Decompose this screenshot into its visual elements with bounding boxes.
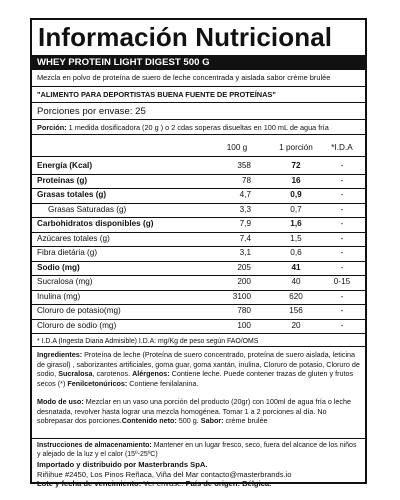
value-per-100g: 100	[237, 320, 251, 330]
value-ida: -	[340, 262, 344, 272]
divider	[32, 438, 365, 439]
table-row	[32, 321, 365, 333]
value-per-100g: 3,1	[239, 248, 251, 257]
portion-text: 1 medida dosificadora (20 g ) o 2 cdas soperas disueltas en 100 mL de agua fría	[66, 123, 329, 132]
table-row	[32, 263, 365, 275]
label-title: Información Nutricional	[38, 22, 333, 52]
nutrient-name: Azúcares totales (g)	[37, 233, 110, 243]
importer-address: Riñihue #2450, Los Pinos Reñaca, Viña del Mar contacto@masterbrands.io	[37, 469, 292, 479]
divider	[32, 134, 365, 135]
table-row	[32, 176, 365, 188]
lote-value: Ver envase.	[141, 479, 186, 489]
divider	[32, 246, 365, 247]
ingredients-label: Ingredientes:	[37, 350, 83, 359]
value-ida: -	[340, 175, 344, 185]
nutrient-name: Grasas totales (g)	[37, 190, 107, 199]
divider	[32, 188, 365, 189]
divider	[32, 203, 365, 204]
value-per-100g: 358	[237, 161, 251, 170]
nutrient-name: Cloruro de sodio (mg)	[37, 320, 117, 330]
table-row	[32, 248, 365, 260]
divider	[32, 86, 365, 87]
divider	[32, 217, 365, 218]
nutrient-name: Carbohidratos disponibles (g)	[37, 219, 154, 228]
value-per-portion: 1,6	[290, 219, 302, 228]
portion-label: Porción:	[37, 123, 67, 132]
net-content-value: 500 g.	[176, 416, 201, 426]
value-per-portion: 0,6	[290, 248, 302, 257]
value-ida: -	[340, 204, 344, 214]
value-per-portion: 620	[289, 291, 303, 301]
value-per-100g: 780	[237, 306, 251, 315]
value-ida: -	[340, 248, 344, 257]
storage-section	[37, 442, 361, 460]
value-per-portion: 40	[291, 277, 301, 286]
nutrient-name: Grasas Saturadas (g)	[48, 204, 127, 214]
value-per-100g: 7,4	[239, 233, 251, 243]
net-content-label: Contenido neto:	[121, 416, 177, 426]
nutrient-name: Sodio (mg)	[37, 262, 80, 272]
value-ida: -	[340, 291, 344, 301]
divider	[32, 261, 365, 262]
nutrient-name: Cloruro de potasio(mg)	[37, 306, 121, 315]
nutrient-name: Sucralosa (mg)	[37, 277, 93, 286]
storage-label: Instrucciones de almacenamiento:	[37, 442, 152, 449]
value-per-portion: 0,7	[290, 204, 302, 214]
divider	[32, 232, 365, 233]
importer-name: Importado y distribuido por Masterbrands SpA.	[37, 460, 208, 469]
product-name-bar: WHEY PROTEIN LIGHT DIGEST 500 G	[32, 55, 365, 70]
table-row	[32, 234, 365, 246]
divider	[32, 174, 365, 175]
nutrition-label	[30, 18, 367, 489]
value-ida: -	[340, 306, 344, 315]
portion-size	[37, 123, 329, 132]
value-per-100g: 205	[237, 262, 251, 272]
flavor-label: Sabor:	[200, 416, 224, 426]
divider	[32, 333, 365, 334]
ida-footnote: * I.D.A (Ingesta Diaria Admisible) I.D.A: mg/Kg de peso según FAO/OMS	[37, 338, 259, 345]
table-row	[32, 190, 365, 202]
value-per-100g: 3,3	[239, 204, 251, 214]
allergens-text: Contiene leche. Puede contener trazas de gluten y frutos secos (*)	[37, 369, 354, 388]
value-per-100g: 78	[241, 175, 251, 185]
divider	[32, 290, 365, 291]
divider	[32, 346, 365, 347]
divider	[32, 119, 365, 120]
product-description: Mezcla en polvo de proteína de suero de leche concentrada y aislada sabor crème brulée	[37, 73, 331, 82]
ingredients-text: Proteína de leche (Proteína de suero concentrado, proteína de suero aislada, leticina de girasol) , saborizantes artificiales, goma guar, goma xantán, inulina, Cloruro de potasio, Cloruro de sodio,	[37, 350, 360, 379]
value-per-100g: 3100	[232, 291, 251, 301]
value-per-portion: 156	[289, 306, 303, 315]
lote-label: Lote y fecha de vencimiento:	[37, 479, 142, 489]
ingredients-section	[37, 350, 361, 388]
phenylketonuric-label: Fenilcetonúricos:	[67, 378, 128, 388]
nutrient-name: Proteínas (g)	[37, 175, 88, 185]
storage-text: Mantener en un lugar fresco, seco, fuera del alcance de los niños y alejado de la luz y el calor (15º-25ºC)	[37, 442, 357, 458]
flavor-value: crème brulée	[223, 416, 268, 426]
servings-per-container: Porciones por envase: 25	[37, 106, 146, 117]
value-per-portion: 1,5	[290, 233, 302, 243]
table-row	[32, 306, 365, 318]
value-ida: -	[340, 161, 344, 170]
value-ida: -	[340, 233, 344, 243]
header-portion: 1 porción	[279, 143, 313, 152]
table-row	[32, 219, 365, 231]
value-per-portion: 16	[291, 175, 301, 185]
nutrient-name: Inulina (mg)	[37, 291, 81, 301]
nutrient-name: Fibra dietária (g)	[37, 248, 98, 257]
table-row	[32, 277, 365, 289]
divider	[32, 275, 365, 276]
value-per-100g: 200	[237, 277, 251, 286]
usage-label: Modo de uso:	[37, 397, 84, 406]
usage-text: Mezclar en un vaso una porción del producto (20gr) con 100ml de agua fría o leche desnatada, revolver hasta lograr una mezcla homogénea. Tomar 1 a 2 porciones al día. No sobrepasar dos porciones.	[37, 397, 352, 426]
divider	[32, 102, 365, 103]
allergens-label: Alérgenos:	[132, 369, 170, 379]
value-ida: 0-15	[333, 277, 351, 286]
value-per-portion: 20	[291, 320, 301, 330]
nutrient-name: Energía (Kcal)	[37, 161, 93, 170]
divider	[32, 319, 365, 320]
ingredients-sucralose: Sucralosa	[58, 369, 93, 379]
value-per-100g: 4,7	[239, 190, 251, 199]
value-ida: -	[340, 320, 344, 330]
divider	[32, 304, 365, 305]
table-row	[32, 161, 365, 173]
table-header-row	[32, 143, 365, 155]
product-claim: "ALIMENTO PARA DEPORTISTAS BUENA FUENTE DE PROTEÍNAS"	[37, 90, 276, 99]
value-per-portion: 41	[291, 262, 301, 272]
divider	[32, 156, 365, 157]
value-per-100g: 7,9	[239, 219, 251, 228]
header-ida: *I.D.A	[331, 143, 353, 152]
header-100g: 100 g	[226, 143, 248, 152]
table-row	[32, 292, 365, 304]
table-row	[32, 205, 365, 217]
value-ida: -	[340, 190, 344, 199]
importer-section	[37, 460, 361, 489]
usage-section	[37, 397, 361, 426]
value-ida: -	[340, 219, 344, 228]
phenylketonuric-text: Contiene fenilalanina.	[127, 378, 199, 388]
value-per-portion: 0,9	[290, 190, 302, 199]
origin-label: País de origen: Bélgica.	[185, 479, 272, 489]
value-per-portion: 72	[291, 161, 301, 170]
ingredients-text-2: , carotenos.	[92, 369, 133, 379]
